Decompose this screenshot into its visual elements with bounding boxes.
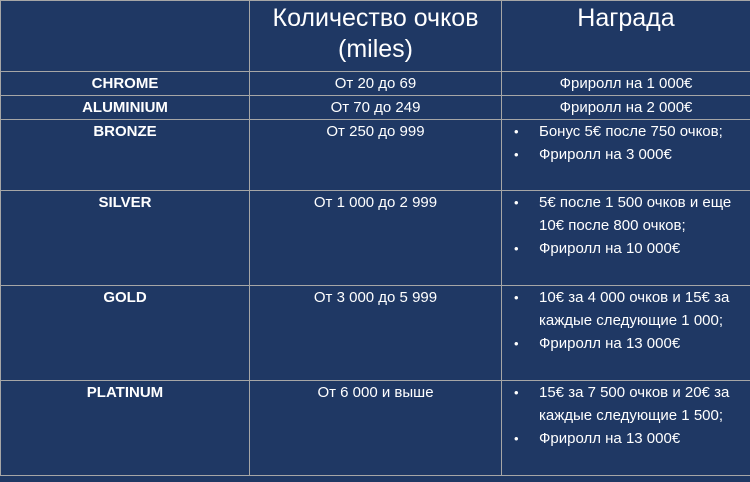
reward-list-cell <box>502 120 750 191</box>
reward-text: Бонус 5€ после 750 очков; <box>539 123 723 140</box>
reward-list-item <box>502 237 750 260</box>
table-header-row <box>1 1 750 72</box>
bullet-icon: • <box>514 336 519 351</box>
reward-list-cell <box>502 381 750 476</box>
reward-list-cell <box>502 191 750 286</box>
level-name: CHROME <box>1 72 250 96</box>
reward-list <box>502 381 750 450</box>
reward-list <box>502 191 750 260</box>
reward-text: Фриролл на 1 000€ <box>502 72 750 96</box>
points-range: От 1 000 до 2 999 <box>250 191 502 286</box>
level-name: GOLD <box>1 286 250 381</box>
reward-text: Фриролл на 13 000€ <box>539 335 681 352</box>
points-range: От 3 000 до 5 999 <box>250 286 502 381</box>
reward-list-item <box>502 120 750 143</box>
reward-text: 15€ за 7 500 очков и 20€ за каждые следующие 1 500; <box>539 384 730 424</box>
bullet-icon: • <box>514 241 519 256</box>
points-range: От 70 до 249 <box>250 96 502 120</box>
bullet-icon: • <box>514 431 519 446</box>
reward-text: 10€ за 4 000 очков и 15€ за каждые следующие 1 000; <box>539 289 730 329</box>
bullet-icon: • <box>514 290 519 305</box>
points-range: От 20 до 69 <box>250 72 502 96</box>
header-level <box>1 1 250 72</box>
reward-list-item <box>502 381 750 427</box>
bullet-icon: • <box>514 195 519 210</box>
reward-list-item <box>502 143 750 166</box>
reward-text: Фриролл на 3 000€ <box>539 146 672 163</box>
table-row <box>1 191 750 286</box>
reward-list-cell <box>502 286 750 381</box>
reward-list-item <box>502 191 750 237</box>
table-row <box>1 72 750 96</box>
bullet-icon: • <box>514 124 519 139</box>
points-range: От 6 000 и выше <box>250 381 502 476</box>
reward-text: Фриролл на 10 000€ <box>539 240 681 257</box>
reward-list <box>502 286 750 355</box>
level-name: ALUMINIUM <box>1 96 250 120</box>
table-row <box>1 381 750 476</box>
level-name: BRONZE <box>1 120 250 191</box>
table-row <box>1 96 750 120</box>
header-points: Количество очков (miles) <box>250 1 502 72</box>
bullet-icon: • <box>514 385 519 400</box>
table-row <box>1 120 750 191</box>
level-name: SILVER <box>1 191 250 286</box>
table-row <box>1 286 750 381</box>
level-name: PLATINUM <box>1 381 250 476</box>
reward-list <box>502 120 750 166</box>
reward-list-item <box>502 332 750 355</box>
points-range: От 250 до 999 <box>250 120 502 191</box>
header-reward: Награда <box>502 1 750 72</box>
bullet-icon: • <box>514 147 519 162</box>
reward-text: 5€ после 1 500 очков и еще 10€ после 800 очков; <box>539 194 732 234</box>
reward-list-item <box>502 427 750 450</box>
reward-text: Фриролл на 13 000€ <box>539 430 681 447</box>
reward-text: Фриролл на 2 000€ <box>502 96 750 120</box>
reward-list-item <box>502 286 750 332</box>
